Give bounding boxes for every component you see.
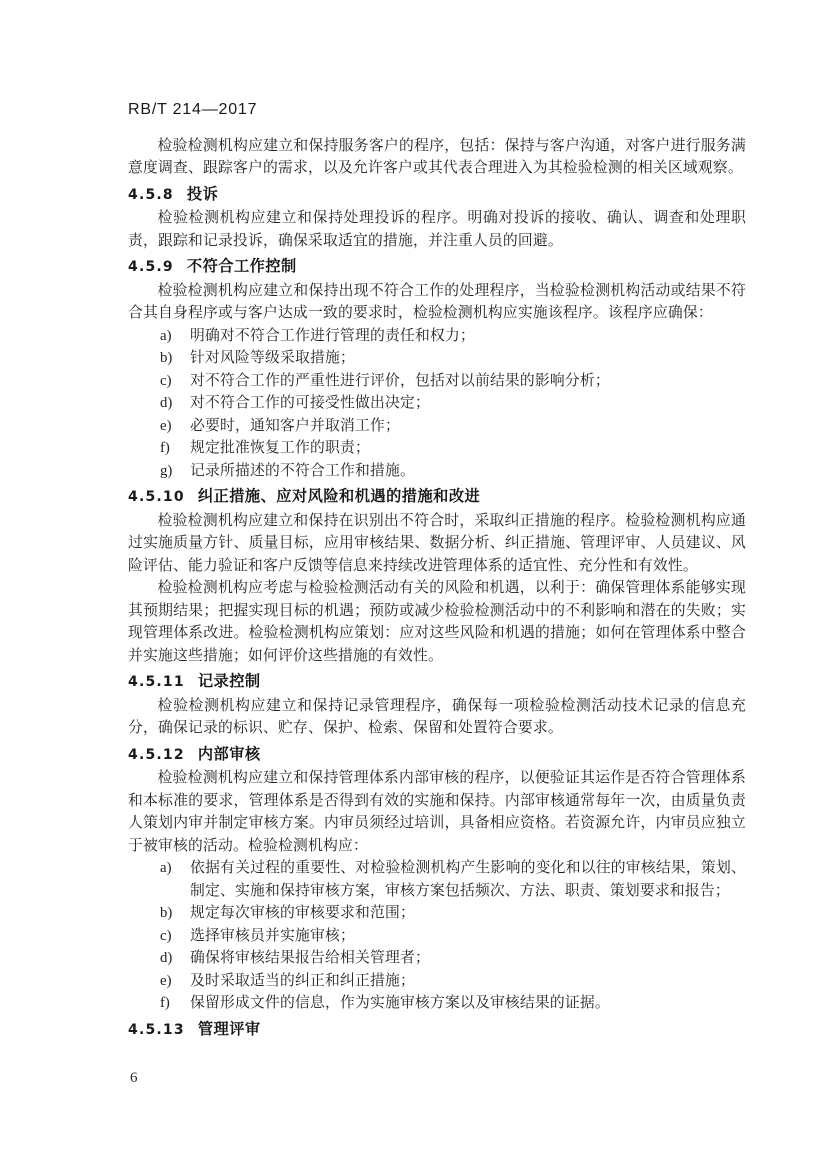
list-item-text: 规定每次审核的审核要求和范围； [190, 905, 415, 921]
section-title: 管理评审 [197, 1020, 261, 1038]
list-item-text: 对不符合工作的严重性进行评价，包括对以前结果的影响分析； [190, 372, 610, 389]
list-item [160, 325, 746, 348]
list-item-label: b) [160, 350, 173, 366]
page-content [128, 99, 746, 1042]
list-item [160, 392, 746, 415]
list-item-label: d) [160, 950, 173, 966]
list-item-text: 依据有关过程的重要性、对检验检测机构产生影响的变化和以往的审核结果，策划、制定、实施和保持审核方案，审核方案包括频次、方法、职责、策划要求和报告； [190, 860, 746, 899]
list-item-text: 选择审核员并实施审核； [190, 927, 355, 944]
list-item-text: 对不符合工作的可接受性做出决定； [190, 395, 430, 411]
section-number: 4.5.8 [128, 186, 174, 203]
list-item-label: e) [160, 972, 172, 989]
list-item [160, 925, 746, 948]
list-item-label: a) [160, 860, 172, 876]
list-item-label: d) [160, 395, 173, 411]
section-heading-4-5-13 [128, 1019, 746, 1042]
list-item [160, 370, 746, 393]
list-item-label: f) [160, 440, 170, 456]
list-item-text: 规定批准恢复工作的职责； [190, 440, 370, 456]
section-title: 记录控制 [197, 673, 261, 690]
list-item-label: e) [160, 417, 172, 434]
section-number: 4.5.12 [128, 746, 185, 763]
list-item [160, 857, 746, 902]
body-paragraph: 检验检测机构应建立和保持处理投诉的程序。明确对投诉的接收、确认、调查和处理职责，跟踪和记录投诉，确保采取适宜的措施，并注重人员的回避。 [128, 210, 746, 249]
list-item-label: c) [160, 927, 172, 944]
section-number: 4.5.10 [128, 489, 185, 505]
list-item-text: 针对风险等级采取措施； [190, 350, 355, 366]
list-item-text: 及时采取适当的纠正和纠正措施； [190, 972, 415, 989]
section-title: 不符合工作控制 [186, 258, 297, 275]
list-item [160, 460, 746, 483]
section-number: 4.5.9 [128, 259, 174, 275]
list-item-text: 保留形成文件的信息，作为实施审核方案以及审核结果的证据。 [190, 995, 610, 1011]
list-item-text: 明确对不符合工作进行管理的责任和权力； [190, 327, 475, 344]
list-item-label: a) [160, 327, 172, 344]
body-paragraph: 检验检测机构应建立和保持记录管理程序，确保每一项检验检测活动技术记录的信息充分，确保记录的标识、贮存、保护、检索、保留和处置符合要求。 [128, 697, 746, 736]
section-title: 纠正措施、应对风险和机遇的措施和改进 [197, 488, 481, 505]
section-heading-4-5-12 [128, 744, 746, 767]
section-heading-4-5-9 [128, 256, 746, 279]
list-item [160, 992, 746, 1015]
body-paragraph: 检验检测机构应建立和保持在识别出不符合时，采取纠正措施的程序。检验检测机构应通过实施质量方针、质量目标，应用审核结果、数据分析、纠正措施、管理评审、人员建议、风险评估、能力验证和客户反馈等信息来持续改进管理体系的适宜性、充分性和有效性。 [128, 512, 746, 574]
section-heading-4-5-10 [128, 486, 746, 509]
list-item-text: 确保将审核结果报告给相关管理者； [190, 950, 430, 966]
list-item [160, 415, 746, 438]
list-item-text: 记录所描述的不符合工作和措施。 [190, 462, 415, 479]
list-item [160, 947, 746, 970]
list-item-label: g) [160, 462, 173, 479]
list-4-5-12 [128, 857, 746, 1015]
list-item [160, 902, 746, 925]
section-title: 内部审核 [197, 745, 261, 763]
list-item [160, 347, 746, 370]
section-number: 4.5.11 [128, 674, 185, 690]
body-paragraph: 检验检测机构应考虑与检验检测活动有关的风险和机遇，以利于：确保管理体系能够实现其预期结果；把握实现目标的机遇；预防或减少检验检测活动中的不利影响和潜在的失败；实现管理体系改进。检验检测机构应策划：应对这些风险和机遇的措施；如何在管理体系中整合并实施这些措施；如何评价这些措施的有效性。 [128, 580, 746, 664]
section-number: 4.5.13 [128, 1021, 185, 1038]
section-heading-4-5-8 [128, 184, 746, 207]
body-paragraph: 检验检测机构应建立和保持管理体系内部审核的程序，以便验证其运作是否符合管理体系和本标准的要求，管理体系是否得到有效的实施和保持。内部审核通常每年一次，由质量负责人策划内审并制定审核方案。内审员须经过培训，具备相应资格。若资源允许，内审员应独立于被审核的活动。检验检测机构应： [128, 770, 746, 854]
list-item [160, 437, 746, 460]
section-heading-4-5-11 [128, 671, 746, 694]
section-title: 投诉 [186, 185, 219, 203]
standard-number-header: RB/T 214—2017 [128, 101, 258, 118]
body-paragraph: 检验检测机构应建立和保持出现不符合工作的处理程序，当检验检测机构活动或结果不符合其自身程序或与客户达成一致的要求时，检验检测机构应实施该程序。该程序应确保： [128, 282, 746, 321]
list-item [160, 970, 746, 993]
page-number: 6 [130, 1070, 138, 1086]
list-4-5-9 [128, 325, 746, 483]
list-item-label: b) [160, 905, 173, 921]
intro-paragraph: 检验检测机构应建立和保持服务客户的程序，包括：保持与客户沟通，对客户进行服务满意度调查、跟踪客户的需求，以及允许客户或其代表合理进入为其检验检测的相关区域观察。 [128, 137, 746, 176]
list-item-label: c) [160, 372, 172, 389]
list-item-label: f) [160, 995, 170, 1011]
list-item-text: 必要时，通知客户并取消工作； [190, 417, 400, 434]
